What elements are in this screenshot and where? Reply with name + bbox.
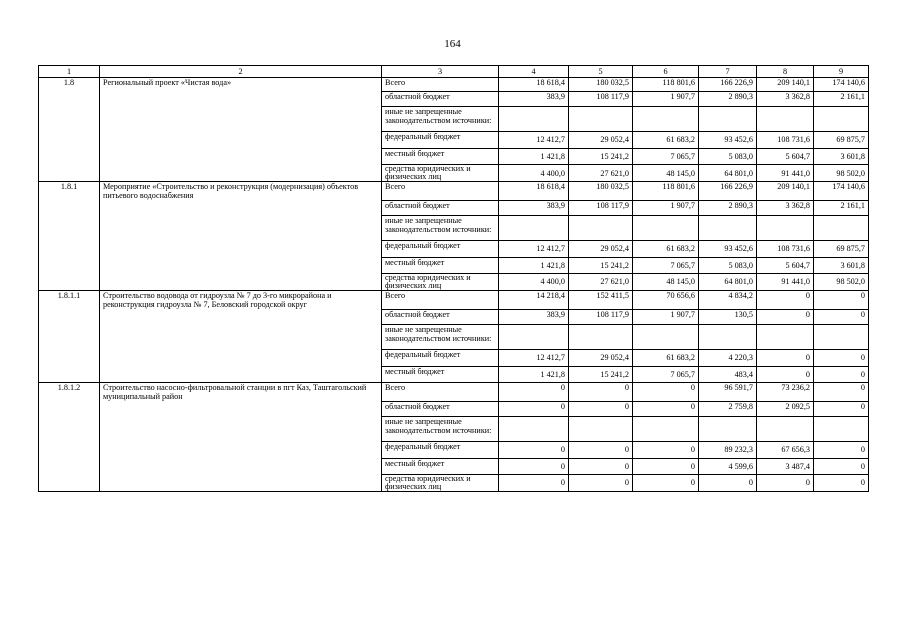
table-row — [39, 290, 869, 309]
funding-source-label: областной бюджет — [382, 200, 499, 215]
value-cell: 108 731,6 — [757, 132, 814, 149]
value-cell: 2 161,1 — [814, 92, 869, 107]
table-row — [39, 324, 869, 349]
value-cell: 0 — [757, 290, 814, 309]
value-cell: 18 618,4 — [499, 182, 569, 201]
value-cell: 70 656,6 — [633, 290, 699, 309]
funding-source-label: областной бюджет — [382, 309, 499, 324]
section-name — [100, 92, 382, 107]
section-name — [100, 474, 382, 491]
section-code — [39, 309, 100, 324]
section-code — [39, 132, 100, 149]
value-cell: 29 052,4 — [569, 349, 633, 366]
value-cell: 108 117,9 — [569, 309, 633, 324]
funding-source-label: местный бюджет — [382, 366, 499, 382]
value-cell: 2 092,5 — [757, 401, 814, 416]
value-cell: 29 052,4 — [569, 132, 633, 149]
header-cell: 1 — [39, 66, 100, 78]
table-row — [39, 401, 869, 416]
value-cell: 0 — [569, 458, 633, 474]
value-cell: 0 — [814, 290, 869, 309]
section-name — [100, 458, 382, 474]
section-code — [39, 257, 100, 273]
value-cell — [499, 215, 569, 240]
section-name — [100, 349, 382, 366]
value-cell — [814, 416, 869, 441]
value-cell: 3 601,8 — [814, 149, 869, 165]
budget-table — [38, 65, 869, 492]
funding-source-label: местный бюджет — [382, 458, 499, 474]
section-code — [39, 107, 100, 132]
value-cell: 64 801,0 — [699, 273, 757, 290]
value-cell: 166 226,9 — [699, 78, 757, 92]
value-cell: 1 421,8 — [499, 257, 569, 273]
funding-source-label: областной бюджет — [382, 92, 499, 107]
value-cell: 2 890,3 — [699, 92, 757, 107]
funding-source-label: иные не запрещенные законодательством источники: — [382, 324, 499, 349]
value-cell — [757, 416, 814, 441]
table-row — [39, 107, 869, 132]
value-cell — [699, 416, 757, 441]
value-cell: 0 — [633, 458, 699, 474]
page-number: 164 — [444, 38, 461, 50]
value-cell: 7 065,7 — [633, 149, 699, 165]
table-row — [39, 309, 869, 324]
value-cell: 93 452,6 — [699, 240, 757, 257]
value-cell: 61 683,2 — [633, 132, 699, 149]
value-cell — [499, 324, 569, 349]
value-cell — [633, 324, 699, 349]
value-cell: 166 226,9 — [699, 182, 757, 201]
value-cell: 0 — [757, 349, 814, 366]
value-cell: 0 — [569, 474, 633, 491]
value-cell: 0 — [814, 309, 869, 324]
value-cell: 3 487,4 — [757, 458, 814, 474]
value-cell: 14 218,4 — [499, 290, 569, 309]
value-cell: 180 032,5 — [569, 182, 633, 201]
section-name — [100, 215, 382, 240]
value-cell: 2 759,8 — [699, 401, 757, 416]
value-cell: 98 502,0 — [814, 273, 869, 290]
section-code: 1.8 — [39, 78, 100, 92]
value-cell: 0 — [814, 441, 869, 458]
section-name — [100, 401, 382, 416]
value-cell — [757, 324, 814, 349]
value-cell — [569, 215, 633, 240]
section-name: Строительство насосно-фильтровальной станции в пгт Каз, Таштагольский муниципальный район — [100, 382, 382, 401]
value-cell: 118 801,6 — [633, 182, 699, 201]
value-cell: 69 875,7 — [814, 132, 869, 149]
value-cell: 108 117,9 — [569, 92, 633, 107]
value-cell: 67 656,3 — [757, 441, 814, 458]
section-code — [39, 165, 100, 182]
value-cell: 5 083,0 — [699, 257, 757, 273]
value-cell — [633, 416, 699, 441]
funding-source-label: средства юридических и физических лиц — [382, 165, 499, 182]
funding-source-label: Всего — [382, 290, 499, 309]
funding-source-label: Всего — [382, 78, 499, 92]
value-cell: 4 599,6 — [699, 458, 757, 474]
section-code — [39, 200, 100, 215]
value-cell: 1 421,8 — [499, 149, 569, 165]
funding-source-label: Всего — [382, 182, 499, 201]
header-cell: 5 — [569, 66, 633, 78]
section-name — [100, 132, 382, 149]
section-code — [39, 416, 100, 441]
value-cell: 209 140,1 — [757, 78, 814, 92]
value-cell: 0 — [499, 401, 569, 416]
table-row — [39, 382, 869, 401]
value-cell: 0 — [814, 349, 869, 366]
value-cell: 7 065,7 — [633, 257, 699, 273]
value-cell: 0 — [757, 366, 814, 382]
value-cell: 5 083,0 — [699, 149, 757, 165]
table-row — [39, 182, 869, 201]
value-cell: 1 421,8 — [499, 366, 569, 382]
value-cell: 98 502,0 — [814, 165, 869, 182]
value-cell: 2 890,3 — [699, 200, 757, 215]
value-cell: 89 232,3 — [699, 441, 757, 458]
section-code — [39, 240, 100, 257]
table-row — [39, 349, 869, 366]
table-row — [39, 474, 869, 491]
value-cell: 61 683,2 — [633, 240, 699, 257]
value-cell: 91 441,0 — [757, 273, 814, 290]
section-name — [100, 200, 382, 215]
funding-source-label: федеральный бюджет — [382, 240, 499, 257]
value-cell: 0 — [569, 441, 633, 458]
table-row — [39, 441, 869, 458]
value-cell: 209 140,1 — [757, 182, 814, 201]
funding-source-label: федеральный бюджет — [382, 349, 499, 366]
section-code — [39, 273, 100, 290]
value-cell — [699, 324, 757, 349]
value-cell: 18 618,4 — [499, 78, 569, 92]
table-row — [39, 458, 869, 474]
section-name — [100, 107, 382, 132]
table-row — [39, 273, 869, 290]
value-cell: 4 220,3 — [699, 349, 757, 366]
funding-source-label: средства юридических и физических лиц — [382, 273, 499, 290]
table-row — [39, 165, 869, 182]
header-cell: 9 — [814, 66, 869, 78]
section-code — [39, 441, 100, 458]
value-cell — [757, 107, 814, 132]
section-name — [100, 165, 382, 182]
value-cell — [699, 107, 757, 132]
section-code — [39, 366, 100, 382]
table-row — [39, 78, 869, 92]
section-name: Строительство водовода от гидроузла № 7 до 3-го микрорайона и реконструкция гидроузла № 7, Беловский городской округ — [100, 290, 382, 309]
section-name — [100, 257, 382, 273]
value-cell: 383,9 — [499, 309, 569, 324]
section-code — [39, 458, 100, 474]
value-cell: 383,9 — [499, 200, 569, 215]
value-cell — [757, 215, 814, 240]
section-name — [100, 273, 382, 290]
value-cell: 174 140,6 — [814, 78, 869, 92]
table-row — [39, 200, 869, 215]
section-name — [100, 240, 382, 257]
table-row — [39, 366, 869, 382]
value-cell — [499, 416, 569, 441]
value-cell — [633, 215, 699, 240]
value-cell — [569, 107, 633, 132]
value-cell: 0 — [569, 382, 633, 401]
value-cell: 29 052,4 — [569, 240, 633, 257]
section-code — [39, 215, 100, 240]
funding-source-label: местный бюджет — [382, 149, 499, 165]
value-cell: 0 — [814, 366, 869, 382]
value-cell: 5 604,7 — [757, 149, 814, 165]
section-code — [39, 149, 100, 165]
section-code — [39, 92, 100, 107]
value-cell: 0 — [633, 441, 699, 458]
header-cell: 2 — [100, 66, 382, 78]
value-cell: 96 591,7 — [699, 382, 757, 401]
section-name — [100, 309, 382, 324]
value-cell: 7 065,7 — [633, 366, 699, 382]
table-row — [39, 257, 869, 273]
value-cell: 0 — [814, 401, 869, 416]
value-cell: 12 412,7 — [499, 349, 569, 366]
value-cell: 3 362,8 — [757, 200, 814, 215]
value-cell: 0 — [569, 401, 633, 416]
funding-source-label: иные не запрещенные законодательством источники: — [382, 107, 499, 132]
value-cell: 180 032,5 — [569, 78, 633, 92]
section-name — [100, 441, 382, 458]
value-cell — [633, 107, 699, 132]
table-row — [39, 240, 869, 257]
value-cell — [699, 215, 757, 240]
table-row — [39, 416, 869, 441]
section-code — [39, 401, 100, 416]
table-row — [39, 132, 869, 149]
value-cell: 4 400,0 — [499, 273, 569, 290]
table-row — [39, 92, 869, 107]
value-cell: 0 — [633, 474, 699, 491]
funding-source-label: иные не запрещенные законодательством источники: — [382, 416, 499, 441]
value-cell: 174 140,6 — [814, 182, 869, 201]
value-cell: 48 145,0 — [633, 165, 699, 182]
value-cell: 108 117,9 — [569, 200, 633, 215]
value-cell: 1 907,7 — [633, 92, 699, 107]
header-cell: 7 — [699, 66, 757, 78]
value-cell: 0 — [499, 458, 569, 474]
section-name — [100, 324, 382, 349]
section-code: 1.8.1.2 — [39, 382, 100, 401]
value-cell: 1 907,7 — [633, 309, 699, 324]
value-cell: 1 907,7 — [633, 200, 699, 215]
section-name: Региональный проект «Чистая вода» — [100, 78, 382, 92]
value-cell: 130,5 — [699, 309, 757, 324]
value-cell — [814, 324, 869, 349]
value-cell: 73 236,2 — [757, 382, 814, 401]
section-code — [39, 349, 100, 366]
header-cell: 3 — [382, 66, 499, 78]
value-cell: 108 731,6 — [757, 240, 814, 257]
value-cell: 483,4 — [699, 366, 757, 382]
value-cell: 15 241,2 — [569, 366, 633, 382]
value-cell: 15 241,2 — [569, 149, 633, 165]
value-cell: 93 452,6 — [699, 132, 757, 149]
value-cell: 15 241,2 — [569, 257, 633, 273]
funding-source-label: местный бюджет — [382, 257, 499, 273]
funding-source-label: областной бюджет — [382, 401, 499, 416]
value-cell: 152 411,5 — [569, 290, 633, 309]
value-cell: 69 875,7 — [814, 240, 869, 257]
value-cell: 12 412,7 — [499, 240, 569, 257]
value-cell — [569, 416, 633, 441]
value-cell: 5 604,7 — [757, 257, 814, 273]
section-code: 1.8.1.1 — [39, 290, 100, 309]
value-cell: 0 — [814, 474, 869, 491]
funding-source-label: иные не запрещенные законодательством источники: — [382, 215, 499, 240]
funding-source-label: средства юридических и физических лиц — [382, 474, 499, 491]
value-cell: 3 601,8 — [814, 257, 869, 273]
section-code: 1.8.1 — [39, 182, 100, 201]
section-name — [100, 149, 382, 165]
section-name — [100, 416, 382, 441]
value-cell: 27 621,0 — [569, 165, 633, 182]
value-cell: 4 834,2 — [699, 290, 757, 309]
value-cell: 0 — [699, 474, 757, 491]
value-cell — [814, 107, 869, 132]
value-cell: 0 — [814, 458, 869, 474]
header-row — [39, 66, 869, 78]
value-cell: 61 683,2 — [633, 349, 699, 366]
value-cell: 0 — [499, 441, 569, 458]
value-cell: 12 412,7 — [499, 132, 569, 149]
value-cell: 0 — [633, 382, 699, 401]
funding-source-label: федеральный бюджет — [382, 441, 499, 458]
section-name: Мероприятие «Строительство и реконструкция (модернизация) объектов питьевого водоснабжения — [100, 182, 382, 201]
value-cell: 0 — [757, 309, 814, 324]
value-cell — [569, 324, 633, 349]
value-cell: 27 621,0 — [569, 273, 633, 290]
value-cell: 0 — [499, 382, 569, 401]
value-cell — [814, 215, 869, 240]
value-cell: 4 400,0 — [499, 165, 569, 182]
section-code — [39, 324, 100, 349]
section-name — [100, 366, 382, 382]
value-cell: 0 — [814, 382, 869, 401]
table-row — [39, 149, 869, 165]
header-cell: 6 — [633, 66, 699, 78]
value-cell: 91 441,0 — [757, 165, 814, 182]
value-cell — [499, 107, 569, 132]
value-cell: 0 — [757, 474, 814, 491]
value-cell: 3 362,8 — [757, 92, 814, 107]
value-cell: 0 — [499, 474, 569, 491]
value-cell: 0 — [633, 401, 699, 416]
value-cell: 118 801,6 — [633, 78, 699, 92]
funding-source-label: Всего — [382, 382, 499, 401]
value-cell: 383,9 — [499, 92, 569, 107]
value-cell: 48 145,0 — [633, 273, 699, 290]
funding-source-label: федеральный бюджет — [382, 132, 499, 149]
value-cell: 2 161,1 — [814, 200, 869, 215]
header-cell: 4 — [499, 66, 569, 78]
section-code — [39, 474, 100, 491]
header-cell: 8 — [757, 66, 814, 78]
table-row — [39, 215, 869, 240]
value-cell: 64 801,0 — [699, 165, 757, 182]
